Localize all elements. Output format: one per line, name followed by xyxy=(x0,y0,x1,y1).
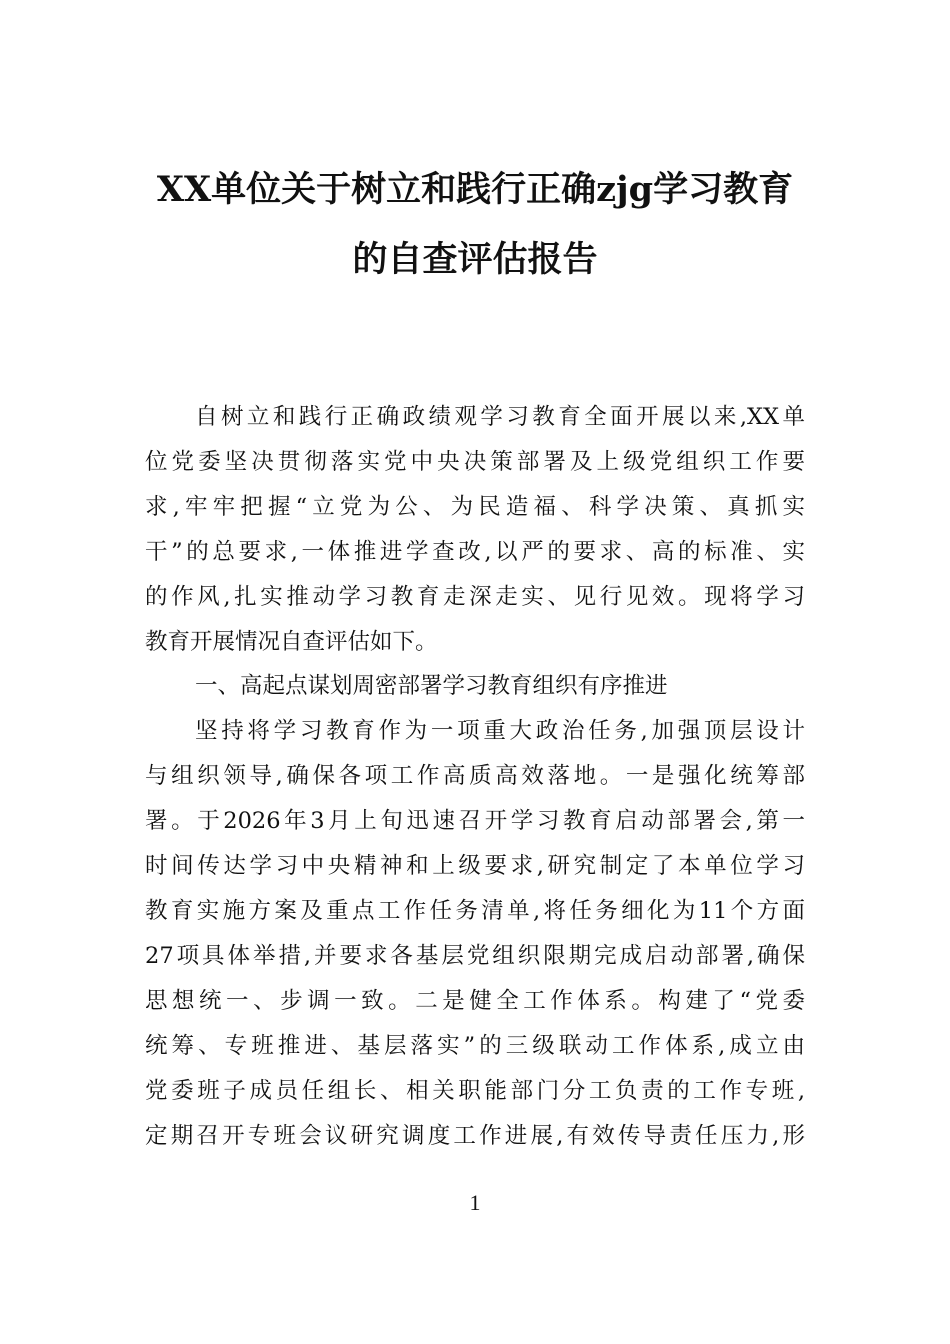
paragraph-2-line: 党委班子成员任组长、相关职能部门分工负责的工作专班, xyxy=(145,1078,805,1104)
document-title-line-2: 的自查评估报告 xyxy=(352,239,598,280)
page-number: 1 xyxy=(469,1190,481,1215)
paragraph-1-line: 自树立和践行正确政绩观学习教育全面开展以来,XX单 xyxy=(195,404,805,430)
paragraph-2-line: 与组织领导,确保各项工作高质高效落地。一是强化统筹部 xyxy=(145,763,805,789)
paragraph-2-line: 定期召开专班会议研究调度工作进展,有效传导责任压力,形 xyxy=(145,1123,805,1149)
paragraph-2-line: 27项具体举措,并要求各基层党组织限期完成启动部署,确保 xyxy=(145,943,805,969)
paragraph-1-line: 教育开展情况自查评估如下。 xyxy=(145,629,438,655)
paragraph-1-line: 的作风,扎实推动学习教育走深走实、见行见效。现将学习 xyxy=(145,584,805,610)
document-title-line-1: XX单位关于树立和践行正确zjg学习教育 xyxy=(156,169,794,210)
paragraph-2-line: 署。于2026年3月上旬迅速召开学习教育启动部署会,第一 xyxy=(145,808,805,834)
section-1-heading: 一、高起点谋划周密部署学习教育组织有序推进 xyxy=(195,673,668,699)
paragraph-1-line: 干”的总要求,一体推进学查改,以严的要求、高的标准、实 xyxy=(145,539,805,565)
paragraph-2-line: 思想统一、步调一致。二是健全工作体系。构建了“党委 xyxy=(145,988,805,1014)
paragraph-1-line: 位党委坚决贯彻落实党中央决策部署及上级党组织工作要 xyxy=(145,449,805,475)
paragraph-2-line: 时间传达学习中央精神和上级要求,研究制定了本单位学习 xyxy=(145,853,805,879)
paragraph-1-line: 求,牢牢把握“立党为公、为民造福、科学决策、真抓实 xyxy=(145,494,805,520)
paragraph-2-line: 教育实施方案及重点工作任务清单,将任务细化为11个方面 xyxy=(145,898,805,924)
paragraph-2-line: 统筹、专班推进、基层落实”的三级联动工作体系,成立由 xyxy=(145,1033,805,1059)
paragraph-2-line: 坚持将学习教育作为一项重大政治任务,加强顶层设计 xyxy=(195,718,805,744)
